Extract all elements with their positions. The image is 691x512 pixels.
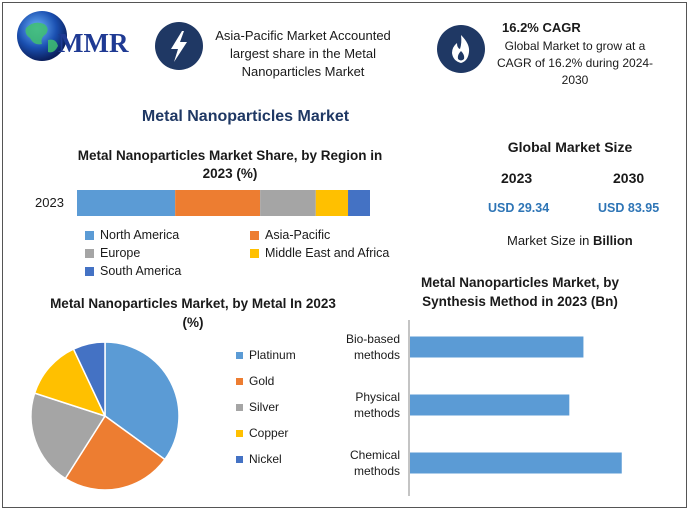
cagr-text: Global Market to grow at a CAGR of 16.2% during 2024-2030 bbox=[496, 39, 654, 87]
market-size-title: Global Market Size bbox=[507, 139, 633, 155]
legend-label: Middle East and Africa bbox=[265, 246, 390, 260]
legend-swatch bbox=[236, 456, 243, 463]
metal-legend-item-nickel bbox=[236, 452, 282, 466]
region-segment-north-america bbox=[77, 190, 175, 216]
flame-badge bbox=[437, 25, 485, 73]
synthesis-chart-title: Metal Nanoparticles Market, by Synthesis Method in 2023 (Bn) bbox=[420, 275, 620, 309]
legend-label: North America bbox=[100, 228, 180, 242]
synthesis-category-label bbox=[330, 331, 400, 363]
legend-label: Platinum bbox=[249, 348, 296, 362]
legend-label: Gold bbox=[249, 374, 275, 388]
legend-label: Nickel bbox=[249, 452, 282, 466]
region-legend-item-north-america bbox=[85, 228, 179, 242]
synthesis-category-label bbox=[330, 389, 400, 421]
legend-swatch bbox=[250, 249, 259, 258]
synthesis-bar-chemical-methods bbox=[410, 453, 622, 474]
legend-label: South America bbox=[100, 264, 182, 278]
legend-swatch bbox=[236, 430, 243, 437]
info-asia-pacific: Asia-Pacific Market Accounted largest share in the Metal Nanoparticles Market bbox=[215, 28, 391, 79]
region-segment-europe bbox=[260, 190, 316, 216]
mmr-logo bbox=[8, 8, 138, 68]
legend-swatch bbox=[85, 267, 94, 276]
region-segment-south-america bbox=[348, 190, 370, 216]
region-legend-item-middle-east-and-africa bbox=[250, 246, 389, 260]
market-size-year-2023: 2023 bbox=[501, 170, 533, 186]
metal-chart-title: Metal Nanoparticles Market, by Metal In 2023 (%) bbox=[50, 296, 336, 330]
metal-legend-item-gold bbox=[236, 374, 274, 388]
region-legend-item-europe bbox=[85, 246, 140, 260]
market-size-value-2030: USD 83.95 bbox=[598, 201, 660, 215]
region-legend-item-asia-pacific bbox=[250, 228, 330, 242]
region-stacked-bar bbox=[77, 190, 377, 216]
region-bar-category: 2023 bbox=[35, 195, 64, 210]
legend-label: Copper bbox=[249, 426, 289, 440]
market-size-unit bbox=[507, 233, 633, 248]
legend-swatch bbox=[85, 231, 94, 240]
main-title: Metal Nanoparticles Market bbox=[141, 108, 350, 125]
legend-swatch bbox=[236, 404, 243, 411]
logo-text: MMR bbox=[58, 28, 129, 58]
synthesis-category-label-line: methods bbox=[353, 406, 400, 420]
legend-swatch bbox=[236, 352, 243, 359]
market-size-unit-prefix: Market Size in bbox=[507, 233, 593, 248]
metal-pie-chart bbox=[25, 336, 185, 496]
legend-label: Asia-Pacific bbox=[265, 228, 331, 242]
synthesis-bar-physical-methods bbox=[410, 395, 569, 416]
market-size-year-2030: 2030 bbox=[613, 170, 645, 186]
synthesis-category-label bbox=[330, 447, 400, 479]
metal-legend-item-copper bbox=[236, 426, 288, 440]
legend-swatch bbox=[250, 231, 259, 240]
lightning-badge bbox=[155, 22, 203, 70]
metal-legend-item-platinum bbox=[236, 348, 296, 362]
lightning-icon bbox=[155, 22, 203, 70]
legend-label: Silver bbox=[249, 400, 280, 414]
region-chart-title: Metal Nanoparticles Market Share, by Region in 2023 (%) bbox=[77, 148, 383, 181]
legend-swatch bbox=[85, 249, 94, 258]
region-legend-item-south-america bbox=[85, 264, 181, 278]
legend-label: Europe bbox=[100, 246, 141, 260]
synthesis-bar-bio-based-methods bbox=[410, 337, 583, 358]
synthesis-bar-chart bbox=[408, 320, 658, 496]
synthesis-category-label-line: methods bbox=[353, 464, 400, 478]
synthesis-category-label-line: Chemical bbox=[349, 448, 400, 462]
metal-legend-item-silver bbox=[236, 400, 279, 414]
flame-icon bbox=[437, 25, 485, 73]
market-size-value-2023: USD 29.34 bbox=[488, 201, 550, 215]
legend-swatch bbox=[236, 378, 243, 385]
region-segment-asia-pacific bbox=[175, 190, 260, 216]
synthesis-category-label-line: methods bbox=[353, 348, 400, 362]
synthesis-category-label-line: Bio-based bbox=[345, 332, 400, 346]
market-size-unit-bold: Billion bbox=[592, 233, 633, 248]
region-segment-middle-east-and-africa bbox=[316, 190, 348, 216]
synthesis-category-label-line: Physical bbox=[355, 390, 400, 404]
cagr-title: 16.2% CAGR bbox=[502, 20, 581, 35]
